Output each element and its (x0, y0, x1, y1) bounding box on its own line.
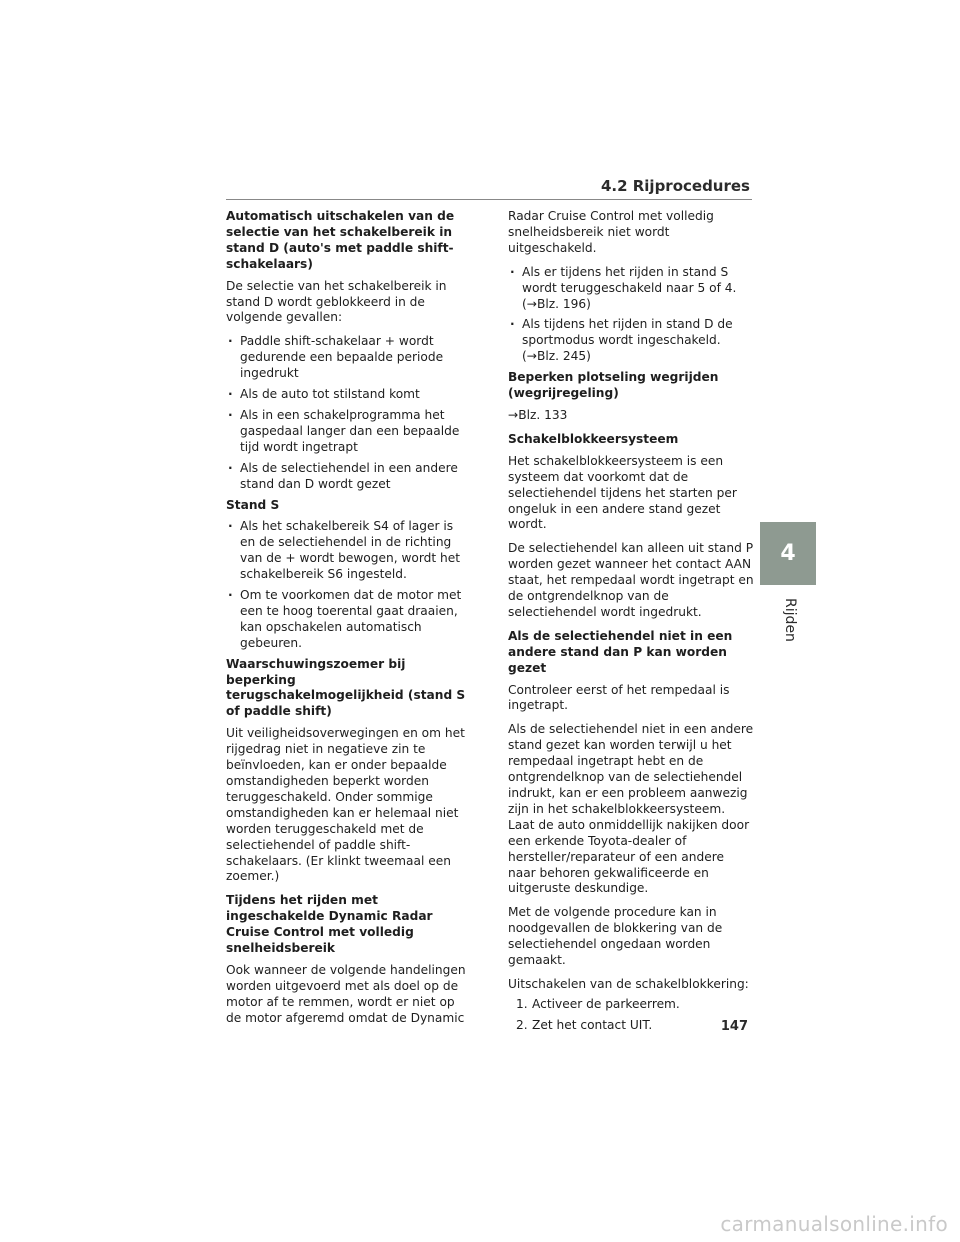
paragraph: Met de volgende procedure kan in noodgevallen de blokkering van de selectiehendel ongedaan worden gemaakt. (508, 905, 723, 968)
heading-radar-cruise: Tijdens het rijden met ingeschakelde Dynamic Radar Cruise Control met volledig snelheidsbereik (226, 893, 433, 956)
page-reference-link[interactable]: →Blz. 133 (508, 407, 568, 422)
page-reference-link[interactable]: →Blz. 245 (526, 349, 587, 364)
list-item: · Paddle shift-schakelaar + wordt gedurende een bepaalde periode ingedrukt (226, 334, 472, 382)
list-item: · Als in een schakelprogramma het gaspedaal langer dan een bepaalde tijd wordt ingetrapt (226, 408, 472, 456)
paragraph: Uitschakelen van de schakelblokkering: (508, 976, 749, 991)
paragraph: Uit veiligheidsoverwegingen en om het rijgedrag niet in negatieve zin te beïnvloeden, kan er onder bepaalde omstandigheden beperkt worden teruggeschakeld. Onder sommige omstandigheden kan er helemaal niet worden teruggeschakeld met de selectiehendel of paddle shift-schakelaars. (Er klinkt tweemaal een zoemer.) (226, 726, 465, 884)
step-item: 1. Activeer de parkeerrem. (516, 997, 754, 1013)
paragraph: Ook wanneer de volgende handelingen worden uitgevoerd met als doel op de motor af te remmen, wordt er niet op de motor afgeremd omdat de Dynamic (226, 962, 466, 1025)
list-item: · Om te voorkomen dat de motor met een te hoog toerental gaat draaien, kan opschakelen automatisch gebeuren. (226, 588, 472, 652)
numbered-steps (516, 997, 754, 1034)
bullet-list (226, 334, 472, 492)
list-item: · Als er tijdens het rijden in stand S wordt teruggeschakeld naar 5 of 4. (→Blz. 196) (508, 265, 754, 313)
heading-auto-deselect: Automatisch uitschakelen van de selectie van het schakelbereik in stand D (auto's met paddle shift-schakelaars) (226, 209, 455, 271)
heading-lever-stuck: Als de selectiehendel niet in een andere stand dan P kan worden gezet (508, 628, 733, 675)
paragraph: Radar Cruise Control met volledig snelheidsbereik niet wordt uitgeschakeld. (508, 209, 714, 255)
left-column (226, 209, 472, 1035)
chapter-number: 4 (780, 541, 796, 566)
page-reference-link[interactable]: →Blz. 196 (526, 296, 587, 311)
list-item: · Als de auto tot stilstand komt (226, 387, 472, 403)
chapter-label: Rijden (782, 598, 799, 642)
section-title: 4.2 Rijprocedures (600, 177, 750, 195)
paragraph: Als de selectiehendel niet in een andere stand gezet kan worden terwijl u het rempedaal ingetrapt hebt en de ontgrendelknop van de selectiehendel indrukt, kan er een probleem aanwezig zijn in het schakelblokkeersysteem. Laat de auto onmiddellijk nakijken door een erkende Toyota-dealer of hersteller/reparateur of een andere naar behoren gekwalificeerde en uitgeruste deskundige. (508, 722, 754, 896)
heading-stand-s: Stand S (226, 497, 280, 512)
bullet-list (508, 265, 754, 365)
watermark: carmanualsonline.info (720, 1212, 948, 1236)
paragraph: Controleer eerst of het rempedaal is ingetrapt. (508, 682, 730, 713)
page-number: 147 (720, 1019, 748, 1034)
heading-shift-lock: Schakelblokkeersysteem (508, 431, 679, 446)
list-item: · Als tijdens het rijden in stand D de sportmodus wordt ingeschakeld. (→Blz. 245) (508, 317, 754, 365)
list-item: · Als het schakelbereik S4 of lager is en de selectiehendel in de richting van de + wordt bewogen, wordt het schakelbereik S6 ingesteld. (226, 519, 472, 583)
chapter-tab[interactable] (760, 522, 816, 585)
header-divider (226, 199, 752, 200)
step-item: 2. Zet het contact UIT. (516, 1018, 754, 1034)
right-column (508, 209, 754, 1039)
list-item: · Als de selectiehendel in een andere stand dan D wordt gezet (226, 461, 472, 493)
bullet-list (226, 519, 472, 651)
heading-start-control: Beperken plotseling wegrijden (wegrijregeling) (508, 370, 719, 401)
paragraph: De selectiehendel kan alleen uit stand P worden gezet wanneer het contact AAN staat, het rempedaal wordt ingetrapt en de ontgrendelknop van de selectiehendel wordt ingedrukt. (508, 541, 754, 619)
paragraph: De selectie van het schakelbereik in stand D wordt geblokkeerd in de volgende gevallen: (226, 278, 447, 325)
paragraph: Het schakelblokkeersysteem is een systeem dat voorkomt dat de selectiehendel tijdens het starten per ongeluk in een andere stand gezet wordt. (508, 453, 737, 532)
heading-warning-buzzer: Waarschuwingszoemer bij beperking terugschakelmogelijkheid (stand S of paddle shift) (226, 656, 466, 719)
